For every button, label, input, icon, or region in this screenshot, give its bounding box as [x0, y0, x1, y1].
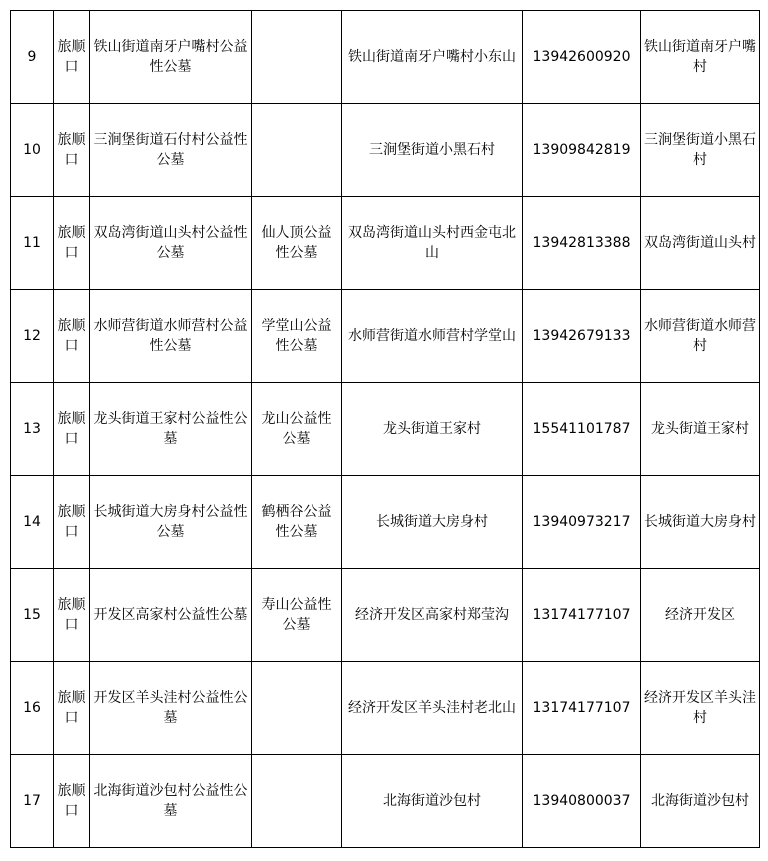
cemetery-name-cell	[90, 569, 252, 662]
phone-cell	[523, 290, 641, 383]
managing-unit-cell	[641, 755, 760, 848]
phone-cell	[523, 569, 641, 662]
location-cell	[342, 569, 523, 662]
location-text: 水师营街道水师营村学堂山	[348, 328, 516, 344]
row-number-text: 16	[23, 700, 41, 716]
cemetery-name-cell	[90, 755, 252, 848]
phone-cell	[523, 383, 641, 476]
phone-cell	[523, 755, 641, 848]
cemetery-alias-cell	[252, 755, 342, 848]
row-number-text: 9	[27, 49, 37, 65]
location-cell	[342, 104, 523, 197]
table-row	[11, 11, 760, 104]
cemetery-name-cell	[90, 104, 252, 197]
table-row	[11, 290, 760, 383]
managing-unit-cell	[641, 11, 760, 104]
managing-unit-cell	[641, 290, 760, 383]
managing-unit-cell	[641, 662, 760, 755]
cemetery-name-text: 三涧堡街道石付村公益性公墓	[93, 132, 248, 168]
cemetery-name-text: 开发区高家村公益性公墓	[93, 607, 248, 623]
district-text: 旅顺口	[57, 690, 86, 726]
cemetery-name-cell	[90, 290, 252, 383]
location-cell	[342, 383, 523, 476]
phone-text: 13942813388	[532, 235, 631, 251]
location-cell	[342, 290, 523, 383]
table-row	[11, 104, 760, 197]
cemetery-alias-text: 仙人顶公益性公墓	[261, 225, 332, 261]
phone-text: 13174177107	[532, 700, 631, 716]
row-number-cell	[11, 476, 54, 569]
managing-unit-cell	[641, 569, 760, 662]
phone-text: 15541101787	[532, 421, 631, 437]
cemetery-name-text: 开发区羊头洼村公益性公墓	[93, 690, 248, 726]
location-text: 三涧堡街道小黑石村	[369, 142, 495, 158]
district-cell	[54, 662, 90, 755]
cemetery-name-cell	[90, 662, 252, 755]
managing-unit-text: 双岛湾街道山头村	[644, 235, 756, 251]
managing-unit-text: 经济开发区羊头洼村	[644, 690, 756, 726]
managing-unit-cell	[641, 383, 760, 476]
phone-text: 13940973217	[532, 514, 631, 530]
managing-unit-text: 三涧堡街道小黑石村	[644, 132, 756, 168]
cemetery-alias-text: 寿山公益性公墓	[261, 597, 332, 633]
phone-cell	[523, 104, 641, 197]
row-number-cell	[11, 197, 54, 290]
cemetery-name-cell	[90, 476, 252, 569]
table-row	[11, 383, 760, 476]
row-number-text: 15	[23, 607, 41, 623]
row-number-cell	[11, 290, 54, 383]
cemetery-alias-cell	[252, 11, 342, 104]
district-cell	[54, 104, 90, 197]
table-row	[11, 662, 760, 755]
table-row	[11, 569, 760, 662]
cemetery-name-text: 双岛湾街道山头村公益性公墓	[93, 225, 248, 261]
district-text: 旅顺口	[57, 504, 86, 540]
cemetery-alias-cell	[252, 476, 342, 569]
cemetery-table	[10, 10, 760, 848]
phone-cell	[523, 476, 641, 569]
table-row	[11, 476, 760, 569]
phone-cell	[523, 11, 641, 104]
row-number-cell	[11, 569, 54, 662]
location-cell	[342, 11, 523, 104]
row-number-text: 12	[23, 328, 41, 344]
row-number-cell	[11, 755, 54, 848]
managing-unit-text: 长城街道大房身村	[644, 514, 756, 530]
district-cell	[54, 476, 90, 569]
district-text: 旅顺口	[57, 39, 86, 75]
managing-unit-text: 北海街道沙包村	[651, 793, 749, 809]
location-text: 经济开发区羊头洼村老北山	[348, 700, 516, 716]
table-row	[11, 755, 760, 848]
location-text: 长城街道大房身村	[376, 514, 488, 530]
location-text: 铁山街道南牙户嘴村小东山	[348, 49, 516, 65]
row-number-cell	[11, 383, 54, 476]
row-number-text: 17	[23, 793, 41, 809]
cemetery-alias-cell	[252, 569, 342, 662]
phone-text: 13940800037	[532, 793, 631, 809]
cemetery-alias-text: 龙山公益性公墓	[261, 411, 332, 447]
district-text: 旅顺口	[57, 225, 86, 261]
phone-text: 13942600920	[532, 49, 631, 65]
cemetery-name-text: 水师营街道水师营村公益性公墓	[93, 318, 248, 354]
location-cell	[342, 662, 523, 755]
row-number-cell	[11, 11, 54, 104]
district-text: 旅顺口	[57, 597, 86, 633]
cemetery-alias-cell	[252, 197, 342, 290]
district-cell	[54, 569, 90, 662]
managing-unit-text: 龙头街道王家村	[651, 421, 749, 437]
cemetery-name-cell	[90, 383, 252, 476]
phone-text: 13909842819	[532, 142, 631, 158]
phone-text: 13174177107	[532, 607, 631, 623]
managing-unit-cell	[641, 476, 760, 569]
cemetery-name-cell	[90, 11, 252, 104]
district-cell	[54, 197, 90, 290]
district-text: 旅顺口	[57, 132, 86, 168]
cemetery-name-cell	[90, 197, 252, 290]
row-number-text: 11	[23, 235, 41, 251]
location-text: 双岛湾街道山头村西金屯北山	[348, 225, 516, 261]
row-number-text: 14	[23, 514, 41, 530]
district-text: 旅顺口	[57, 783, 86, 819]
location-cell	[342, 476, 523, 569]
row-number-text: 10	[23, 142, 41, 158]
district-cell	[54, 290, 90, 383]
cemetery-alias-text: 学堂山公益性公墓	[261, 318, 332, 354]
district-text: 旅顺口	[57, 318, 86, 354]
table-body	[11, 11, 760, 848]
cemetery-alias-cell	[252, 662, 342, 755]
managing-unit-text: 水师营街道水师营村	[644, 318, 756, 354]
phone-text: 13942679133	[532, 328, 631, 344]
cemetery-alias-text: 鹤栖谷公益性公墓	[261, 504, 332, 540]
location-text: 龙头街道王家村	[383, 421, 481, 437]
cemetery-name-text: 铁山街道南牙户嘴村公益性公墓	[93, 39, 248, 75]
district-text: 旅顺口	[57, 411, 86, 447]
cemetery-alias-cell	[252, 290, 342, 383]
managing-unit-text: 经济开发区	[665, 607, 735, 623]
phone-cell	[523, 197, 641, 290]
cemetery-alias-cell	[252, 383, 342, 476]
row-number-cell	[11, 104, 54, 197]
location-cell	[342, 197, 523, 290]
managing-unit-cell	[641, 197, 760, 290]
cemetery-name-text: 长城街道大房身村公益性公墓	[93, 504, 248, 540]
location-cell	[342, 755, 523, 848]
managing-unit-cell	[641, 104, 760, 197]
phone-cell	[523, 662, 641, 755]
district-cell	[54, 11, 90, 104]
location-text: 经济开发区高家村郑莹沟	[355, 607, 509, 623]
table-row	[11, 197, 760, 290]
district-cell	[54, 755, 90, 848]
district-cell	[54, 383, 90, 476]
location-text: 北海街道沙包村	[383, 793, 481, 809]
row-number-text: 13	[23, 421, 41, 437]
row-number-cell	[11, 662, 54, 755]
cemetery-alias-cell	[252, 104, 342, 197]
cemetery-name-text: 北海街道沙包村公益性公墓	[93, 783, 248, 819]
managing-unit-text: 铁山街道南牙户嘴村	[644, 39, 756, 75]
cemetery-name-text: 龙头街道王家村公益性公墓	[93, 411, 248, 447]
